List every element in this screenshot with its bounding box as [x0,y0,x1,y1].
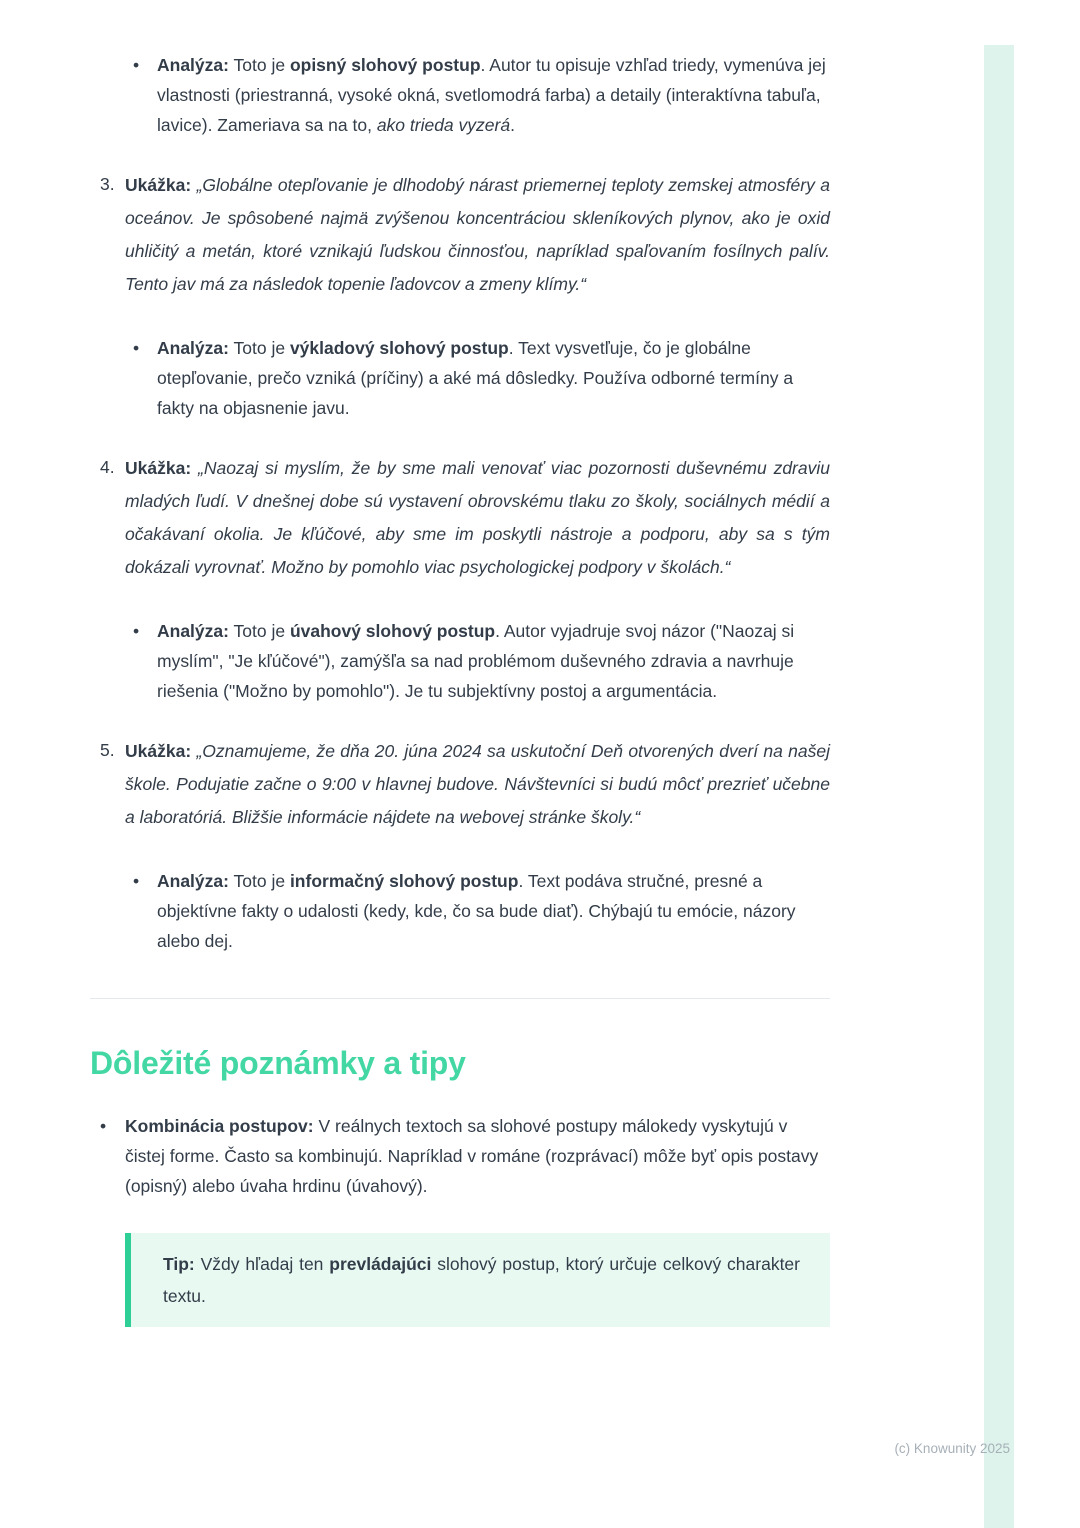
analysis-opisny-text: Analýza: Toto je opisný slohový postup. Autor tu opisuje vzhľad triedy, vymenúva jej vlastnosti (priestranná, vysoké okná, svetlomodrá farba) a detaily (interaktívna tabuľa, lavice). Zameriava sa na to, ako trieda vyzerá. [157,55,826,135]
list-item-ukazka-4 [90,452,830,584]
bullet-marker: • [133,871,140,891]
bullet-marker: • [100,1116,107,1136]
analysis-informacny-text: Analýza: Toto je informačný slohový postup. Text podáva stručné, presné a objektívne fakty o udalosti (kedy, kde, čo sa bude diať). Chýbajú tu emócie, názory alebo dej. [157,871,796,951]
list-item-analysis-uvahovy [90,616,830,706]
number-marker: 3. [100,174,115,194]
section-heading: Dôležité poznámky a tipy [90,1045,466,1081]
ukazka-3-text: Ukážka: „Globálne otepľovanie je dlhodobý nárast priemernej teploty zemskej atmosféry a oceánov. Je spôsobené najmä zvýšenou koncentráciou skleníkových plynov, ako je oxid uhličitý a metán, ktoré vznikajú ľudskou činnosťou, napríklad spaľovaním fosílnych palív. Tento jav má za následok topenie ľadovcov a zmeny klímy.“ [125,175,830,294]
page-edge-accent [984,45,1014,1528]
tip-text: Tip: Vždy hľadaj ten prevládajúci slohový postup, ktorý určuje celkový charakter textu. [163,1254,800,1306]
ukazka-4-text: Ukážka: „Naozaj si myslím, že by sme mali venovať viac pozornosti duševnému zdraviu mladých ľudí. V dnešnej dobe sú vystavení obrovskému tlaku zo školy, sociálnych médií a očakávaní okolia. Je kľúčové, aby sme im poskytli nástroje a podporu, aby sa s tým dokázali vyrovnať. Možno by pomohlo viac psychologickej podpory v školách.“ [125,458,830,577]
section-divider [90,998,830,999]
analysis-uvahovy-text: Analýza: Toto je úvahový slohový postup. Autor vyjadruje svoj názor ("Naozaj si myslím", "Je kľúčové"), zamýšľa sa nad problémom duševného zdravia a navrhuje riešenia ("Možno by pomohlo"). Je tu subjektívny postoj a argumentácia. [157,621,795,701]
list-item-analysis-vykladovy [90,333,830,423]
list-item-analysis-informacny [90,866,830,956]
copyright-watermark: (c) Knowunity 2025 [894,1441,1010,1456]
bullet-marker: • [133,621,140,641]
document-content [90,50,830,1327]
list-item-ukazka-5 [90,735,830,834]
list-item-analysis-opisny [90,50,830,140]
tip-callout-box [125,1233,830,1327]
list-item-kombinacia [90,1111,830,1201]
analysis-vykladovy-text: Analýza: Toto je výkladový slohový postup. Text vysvetľuje, čo je globálne otepľovanie, prečo vzniká (príčiny) a aké má dôsledky. Používa odborné termíny a fakty na objasnenie javu. [157,338,794,418]
bullet-marker: • [133,55,140,75]
number-marker: 4. [100,457,115,477]
list-item-ukazka-3 [90,169,830,301]
number-marker: 5. [100,740,115,760]
bullet-marker: • [133,338,140,358]
kombinacia-text: Kombinácia postupov: V reálnych textoch sa slohové postupy málokedy vyskytujú v čistej forme. Často sa kombinujú. Napríklad v románe (rozprávací) môže byť opis postavy (opisný) alebo úvaha hrdinu (úvahový). [125,1116,819,1196]
ukazka-5-text: Ukážka: „Oznamujeme, že dňa 20. júna 2024 sa uskutoční Deň otvorených dverí na našej škole. Podujatie začne o 9:00 v hlavnej budove. Návštevníci si budú môcť prezrieť učebne a laboratóriá. Bližšie informácie nájdete na webovej stránke školy.“ [125,741,830,827]
